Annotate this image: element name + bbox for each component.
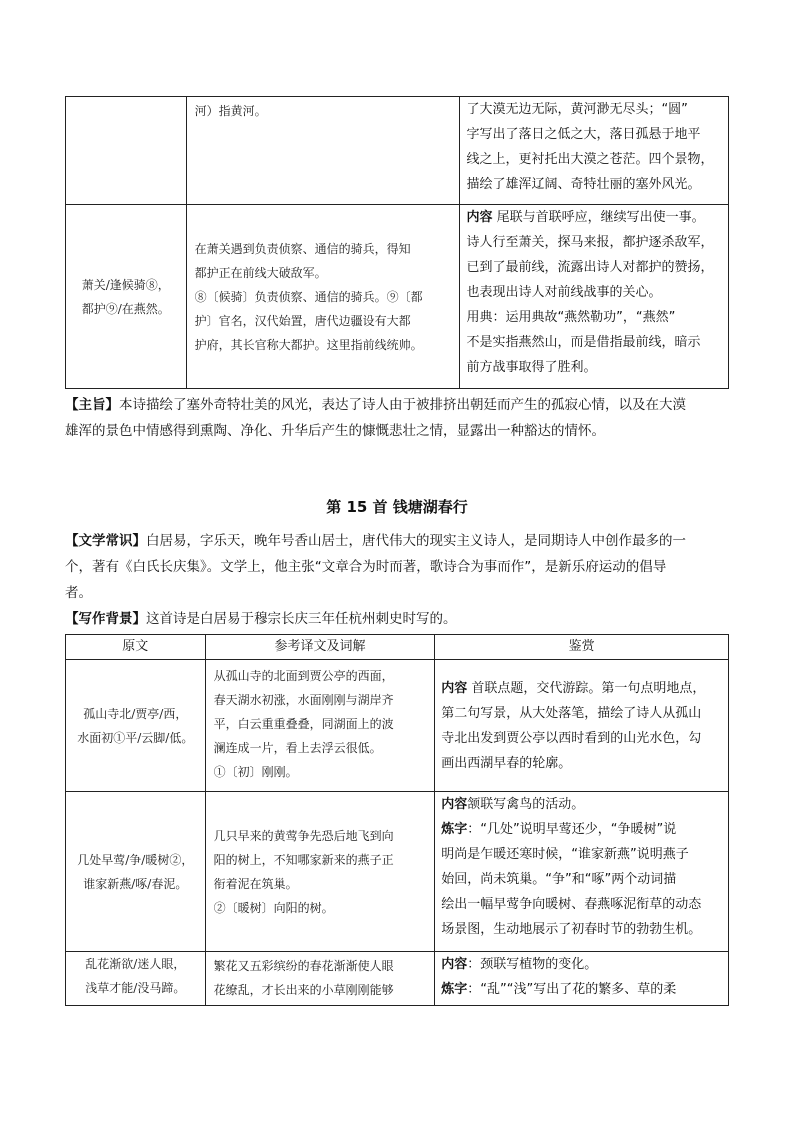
appreciation-cell [435, 792, 729, 952]
table-row [66, 952, 729, 1006]
translation-line: 繁花又五彩缤纷的春花渐渐使人眼 [213, 959, 394, 973]
table-row [66, 660, 729, 792]
translation-line: ②〔暖树〕向阳的树。 [213, 900, 334, 915]
appreciation-line: 颔联写禽鸟的活动。 [467, 797, 585, 812]
appreciation-line: 绘出一幅早莺争向暖树、春燕啄泥衔草的动态 [441, 897, 702, 912]
translation-line: 几只早来的黄莺争先恐后地飞到向 [213, 828, 394, 843]
theme-label: 【主旨】 [65, 397, 119, 413]
translation-line: 从孤山寺的北面到贾公亭的西面， [213, 669, 394, 683]
appreciation-line: 场景图，生动地展示了初春时节的勃勃生机。 [441, 922, 702, 937]
translation-line: 阳的树上，不知哪家新来的燕子正 [213, 852, 394, 867]
appreciation-line: 已到了最前线，流露出诗人对都护的赞扬， [466, 260, 714, 275]
background-paragraph [65, 606, 729, 632]
original-line: 乱花渐欲/迷人眼， [85, 957, 186, 971]
content-label: 内容 [441, 957, 468, 972]
translation-cell [205, 660, 435, 792]
translation-line: 护〕官名，汉代始置，唐代边疆设有大都 [194, 313, 411, 328]
appreciation-line: 第二句写景，从大处落笔，描绘了诗人从孤山 [441, 705, 702, 721]
table-header-row [66, 635, 729, 660]
theme-paragraph [65, 392, 729, 444]
appreciation-line: 寺北出发到贾公亭以西时看到的山光水色，勾 [441, 730, 702, 746]
translation-cell [205, 952, 435, 1006]
literary-label: 【文学常识】 [65, 533, 146, 549]
translation-line: ①〔初〕刚刚。 [213, 765, 298, 779]
appreciation-line: 画出西湖早春的轮廓。 [441, 755, 572, 771]
original-line: 孤山寺北/贾亭/西， [83, 706, 188, 721]
appreciation-line: ：“乱”“浅”写出了花的繁多、草的柔 [467, 982, 677, 997]
word-label: 炼字 [441, 822, 468, 837]
original-line: 萧关/逢候骑⑧， [81, 277, 170, 292]
appreciation-line: 尾联与首联呼应，继续写出使一事。 [496, 210, 705, 225]
appreciation-line: 描绘了雄浑辽阔、奇特壮丽的塞外风光。 [466, 177, 701, 192]
poem-table-continued [65, 96, 729, 389]
original-line: 都护⑨/在燕然。 [81, 301, 170, 316]
appreciation-line: 明尚是乍暖还寒时候，“谁家新燕”说明燕子 [441, 847, 689, 862]
appreciation-line: ：颈联写植物的变化。 [467, 957, 598, 972]
translation-line: 花缭乱，才长出来的小草刚刚能够 [213, 983, 394, 997]
theme-text: 雄浑的景色中情感得到熏陶、净化、升华后产生的慷慨悲壮之情，显露出一种豁达的情怀。 [65, 423, 605, 439]
original-line: 浅草才能/没马蹄。 [85, 981, 186, 995]
literary-text: 者。 [65, 585, 92, 601]
translation-cell [186, 205, 460, 389]
literary-paragraph [65, 528, 729, 606]
allusion-line: 用典：运用典故“燕然勒功”，“燕然” [466, 310, 676, 325]
translation-line: 澜连成一片，看上去浮云很低。 [213, 741, 382, 755]
appreciation-line: 线之上，更衬托出大漠之苍茫。四个景物， [466, 152, 714, 167]
appreciation-cell [435, 660, 729, 792]
appreciation-line: 字写出了落日之低之大，落日孤悬于地平 [466, 127, 701, 142]
literary-text: 个，著有《白氏长庆集》。文学上，他主张“文章合为时而著，歌诗合为事而作”，是新乐府运动的倡导 [65, 559, 667, 575]
background-label: 【写作背景】 [65, 611, 146, 627]
table-row [66, 205, 729, 389]
original-cell [66, 97, 187, 205]
translation-cell [205, 792, 435, 952]
appreciation-line: 首联点题，交代游踪。第一句点明地点， [471, 680, 706, 696]
content-label: 内容 [441, 680, 468, 696]
original-cell [66, 792, 206, 952]
table-row [66, 792, 729, 952]
poem-analysis-table [65, 634, 729, 1006]
original-line: 水面初①平/云脚/低。 [77, 730, 194, 745]
original-cell [66, 952, 206, 1006]
appreciation-cell [460, 205, 729, 389]
header-appreciation: 鉴赏 [435, 635, 729, 660]
translation-text: 河）指黄河。 [194, 104, 267, 118]
content-label: 内容 [466, 210, 493, 225]
translation-line: 护府，其长官称大都护。这里指前线统帅。 [194, 337, 423, 352]
appreciation-line: 始回，尚未筑巢。“争”和“啄”两个动词描 [441, 872, 677, 887]
original-cell [66, 205, 187, 389]
appreciation-line: 了大漠无边无际，黄河渺无尽头；“圆” [466, 102, 688, 117]
header-translation: 参考译文及词解 [205, 635, 435, 660]
original-line: 谁家新燕/啄/春泥。 [83, 876, 188, 891]
allusion-line: 不是实指燕然山，而是借指最前线，暗示 [466, 335, 701, 350]
literary-text: 白居易，字乐天，晚年号香山居士，唐代伟大的现实主义诗人，是同期诗人中创作最多的一 [146, 533, 686, 549]
poem-title: 第 15 首 钱塘湖春行 [326, 498, 468, 516]
translation-line: 都护正在前线大破敌军。 [194, 265, 327, 280]
content-label: 内容 [441, 797, 468, 812]
original-cell [66, 660, 206, 792]
translation-line: 平，白云重重叠叠，同湖面上的波 [213, 717, 394, 731]
original-line: 几处早莺/争/暖树②， [77, 852, 194, 867]
theme-text: 本诗描绘了塞外奇特壮美的风光，表达了诗人由于被排挤出朝廷而产生的孤寂心情，以及在大漠 [119, 397, 686, 413]
appreciation-line: 也表现出诗人对前线战事的关心。 [466, 285, 662, 300]
translation-line: 衔着泥在筑巢。 [213, 876, 298, 891]
appreciation-cell [460, 97, 729, 205]
translation-line: 在萧关遇到负责侦察、通信的骑兵，得知 [194, 241, 411, 256]
appreciation-line: ：“几处”说明早莺还少，“争暖树”说 [467, 822, 677, 837]
background-text: 这首诗是白居易于穆宗长庆三年任杭州刺史时写的。 [146, 611, 457, 627]
appreciation-line: 诗人行至萧关，探马来报，都护逐杀敌军， [466, 235, 714, 250]
appreciation-cell [435, 952, 729, 1006]
translation-line: 春天湖水初涨，水面刚刚与湖岸齐 [213, 693, 394, 707]
word-label: 炼字 [441, 982, 468, 997]
allusion-line: 前方战事取得了胜利。 [466, 360, 597, 375]
table-row [66, 97, 729, 205]
translation-cell [186, 97, 460, 205]
header-original: 原文 [66, 635, 206, 660]
translation-line: ⑧〔候骑〕负责侦察、通信的骑兵。⑨〔都 [194, 289, 423, 304]
